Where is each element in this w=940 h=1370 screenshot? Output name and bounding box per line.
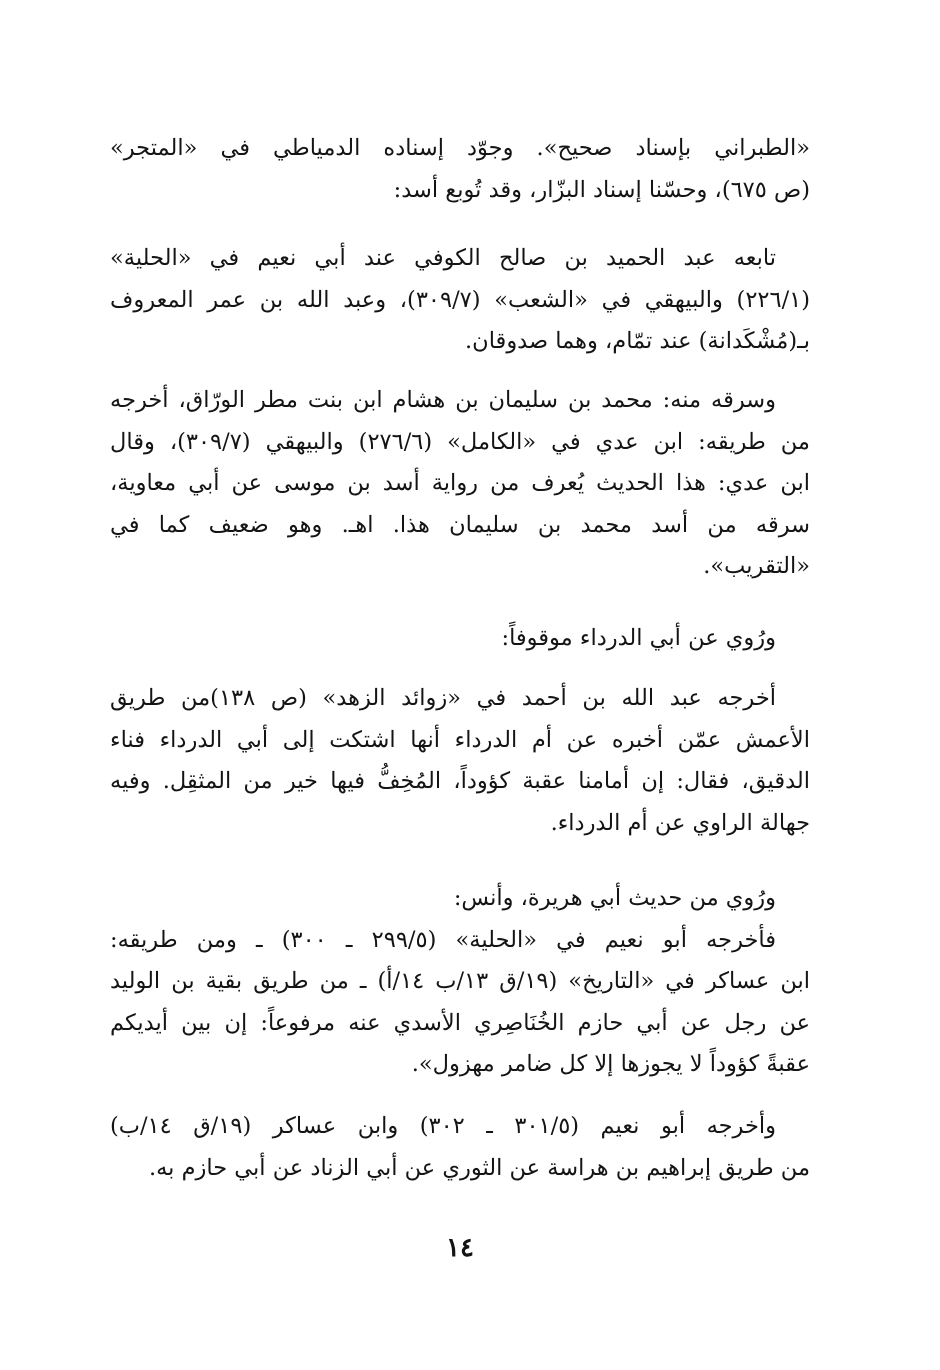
text-line: الأعمش عمّن أخبره عن أم الدرداء أنها اشتكت إلى أبي الدرداء فناء [110,726,810,753]
page-number: ١٤ [446,1233,474,1263]
text-line: بـ(مُشْكَدانة) عند تمّام، وهما صدوقان. [465,328,810,354]
text-line: سرقه من أسد محمد بن سليمان هذا. اهـ. وهو ضعيف كما في [110,511,810,538]
text-line: من طريق إبراهيم بن هراسة عن الثوري عن أبي الزناد عن أبي حازم به. [148,1154,810,1181]
text-line: جهالة الراوي عن أم الدرداء. [550,809,810,836]
text-line: الدقيق، فقال: إن أمامنا عقبة كؤوداً، المُخِفُّ فيها خير من المثقِل. وفيه [110,768,810,794]
text-line: وسرقه منه: محمد بن سليمان بن هشام ابن بنت مطر الورّاق، أخرجه [110,387,776,413]
text-line: «الطبراني بإسناد صحيح». وجوّد إسناده الدمياطي في «المتجر» [110,135,810,161]
paragraph-6 [110,878,810,1086]
paragraph-1 [110,128,810,211]
text-line: ابن عساكر في «التاريخ» (١٩/ق ١٣/ب ١٤/أ) ـ من طريق بقية بن الوليد [110,968,810,994]
text-line: «التقريب». [703,553,810,579]
text-line: عقبةً كؤوداً لا يجوزها إلا كل ضامر مهزول». [411,1051,810,1077]
text-line: ابن عدي: هذا الحديث يُعرف من رواية أسد بن موسى عن أبي معاوية، [110,470,810,496]
text-line: وأخرجه أبو نعيم (٣٠١/٥ ـ ٣٠٢) وابن عساكر (١٩/ق ١٤/ب) [110,1113,776,1139]
text-line: ورُوي من حديث أبي هريرة، وأنس: [453,885,776,911]
text-line: (ص ٦٧٥)، وحسّنا إسناد البزّار، وقد تُوبع أسد: [393,176,810,203]
text-line: (٢٢٦/١) والبيهقي في «الشعب» (٣٠٩/٧)، وعبد الله بن عمر المعروف [110,286,811,313]
paragraph-7 [110,1106,810,1189]
paragraph-3 [110,380,810,588]
text-line: أخرجه عبد الله بن أحمد في «زوائد الزهد» (ص ١٣٨)من طريق [110,685,776,711]
text-line: عن رجل عن أبي حازم الخُنَاصِري الأسدي عنه مرفوعاً: إن بين أيديكم [110,1009,810,1036]
text-line: من طريقه: ابن عدي في «الكامل» (٢٧٦/٦) والبيهقي (٣٠٩/٧)، وقال [110,428,810,455]
paragraph-4 [110,618,810,660]
book-page [110,128,810,1338]
paragraph-2 [110,238,810,363]
text-line: فأخرجه أبو نعيم في «الحلية» (٢٩٩/٥ ـ ٣٠٠) ـ ومن طريقه: [110,926,777,953]
text-line: تابعه عبد الحميد بن صالح الكوفي عند أبي نعيم في «الحلية» [110,245,776,271]
text-line: ورُوي عن أبي الدرداء موقوفاً: [501,625,776,651]
paragraph-5 [110,678,810,844]
